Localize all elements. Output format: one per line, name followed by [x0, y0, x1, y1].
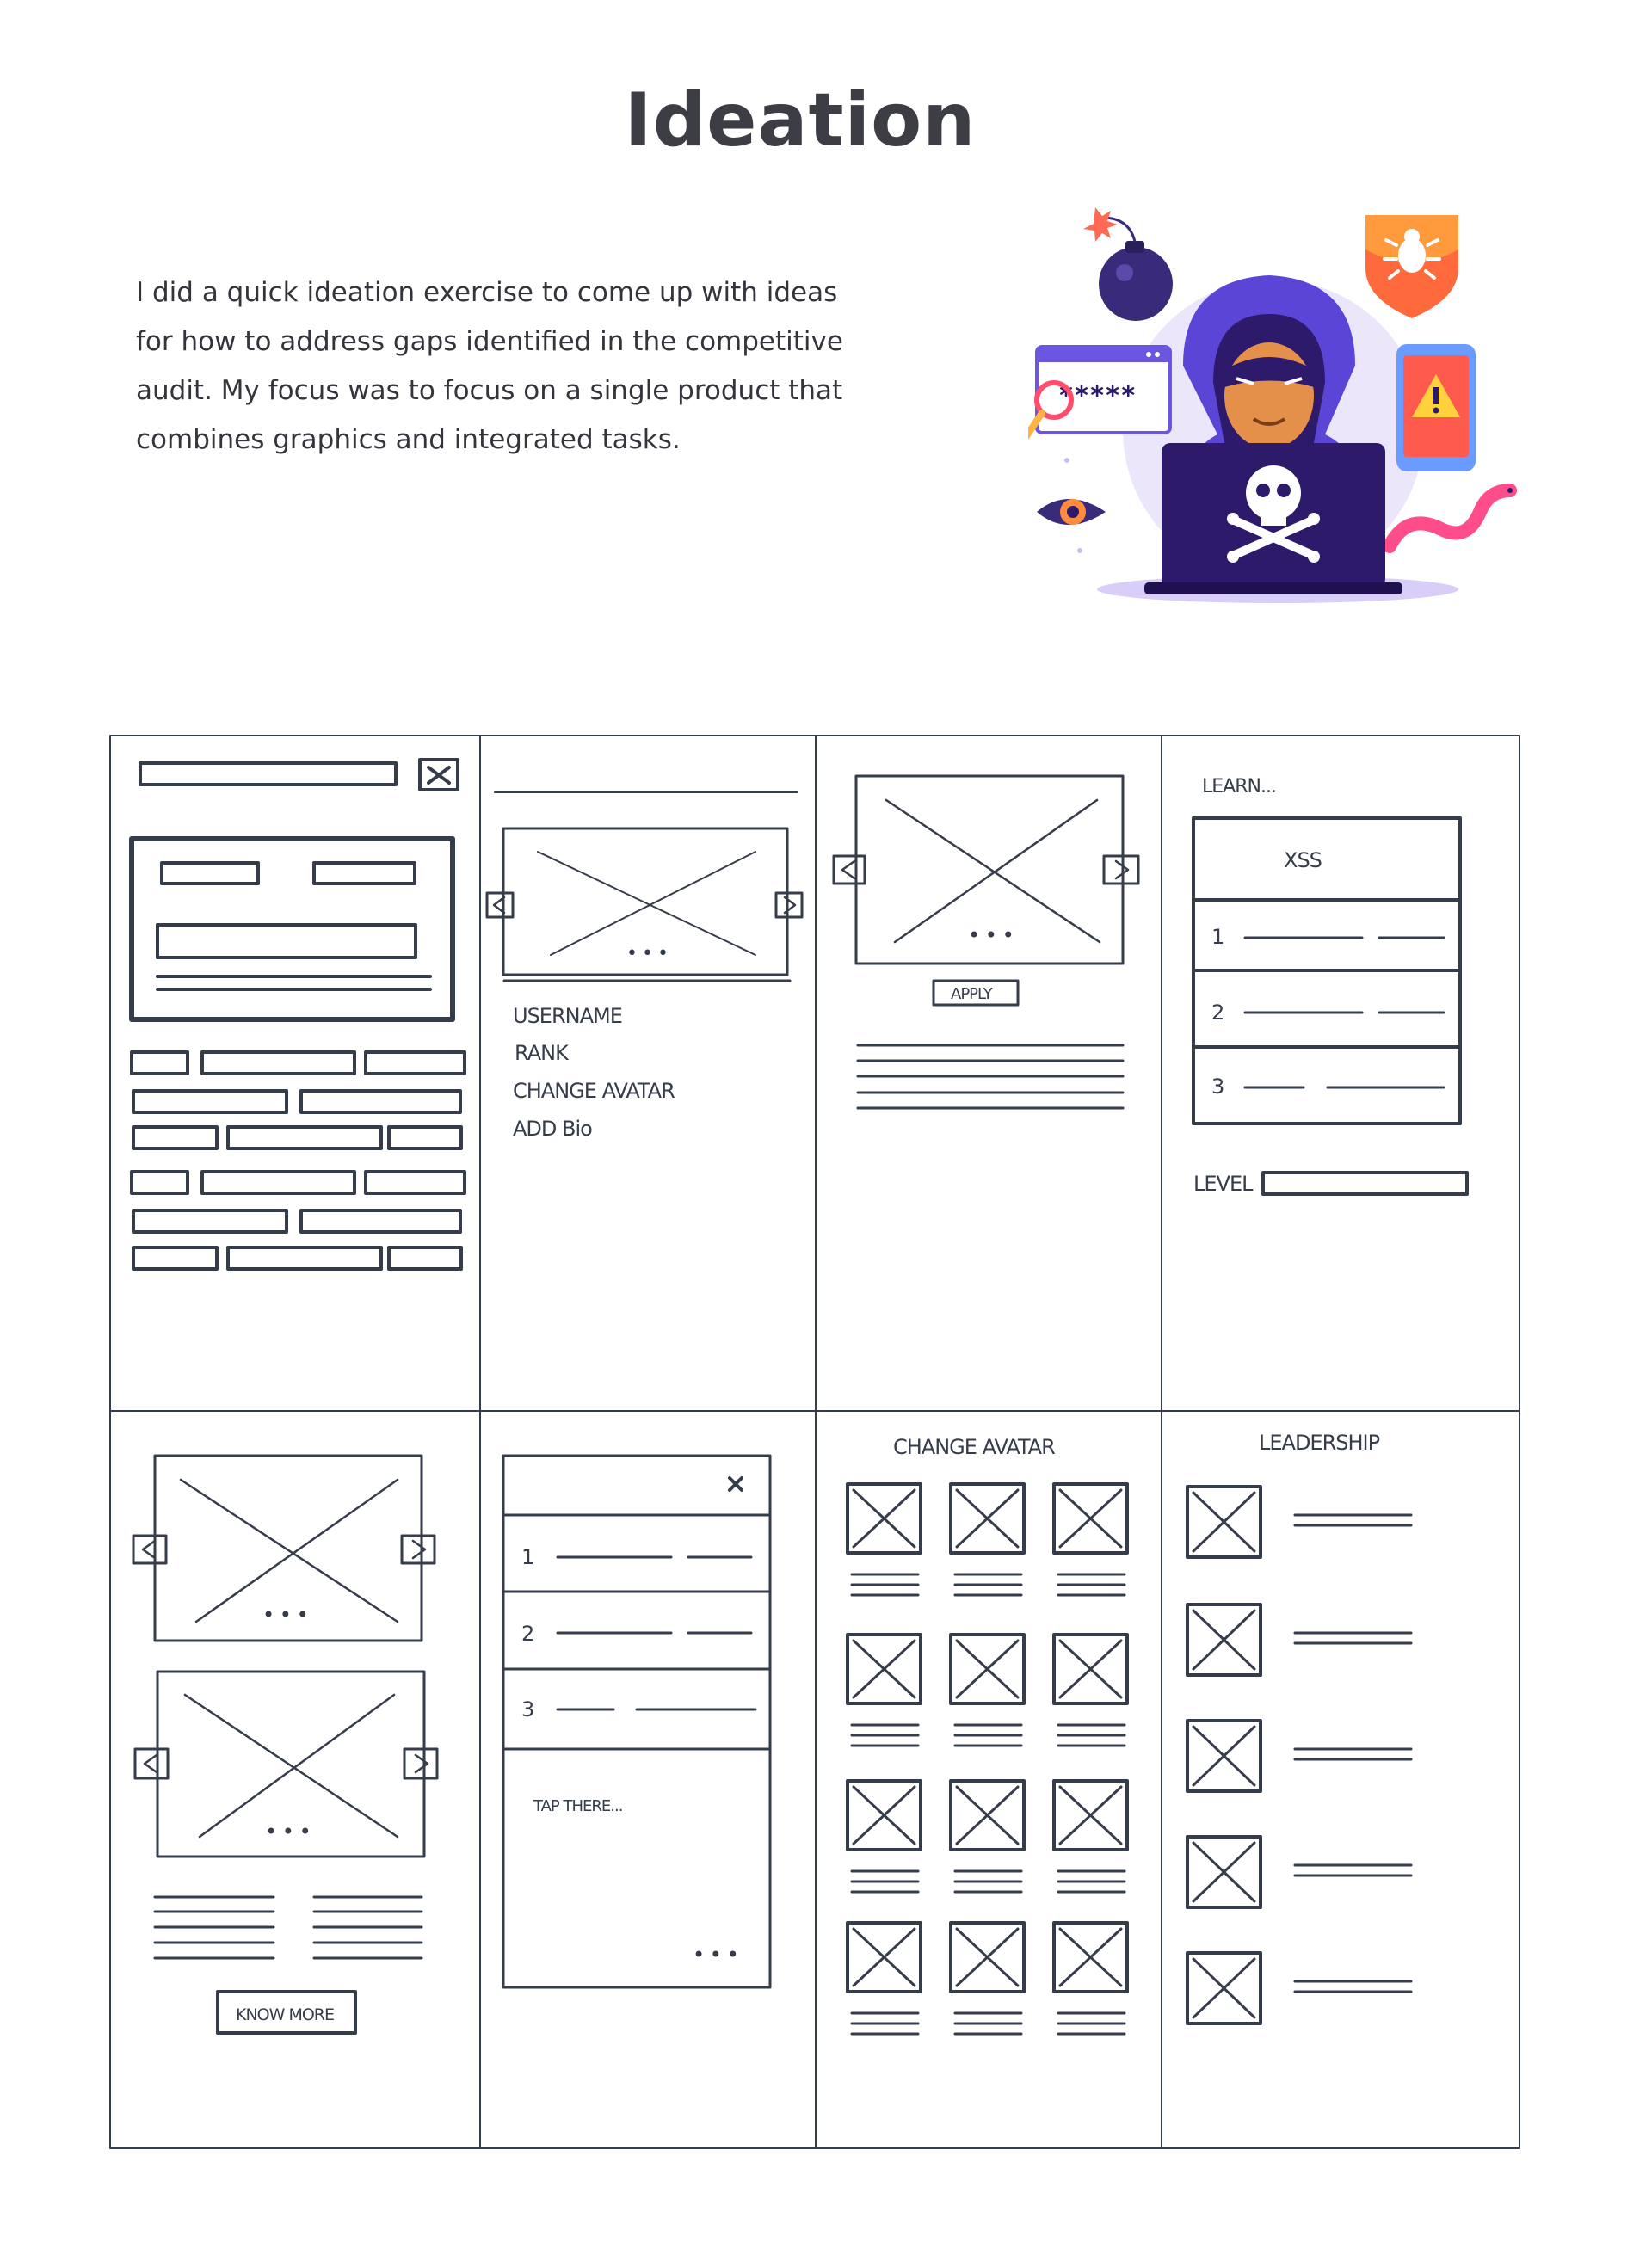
leader-avatar — [1187, 1953, 1261, 2023]
chevron-left-icon — [834, 856, 865, 884]
sketch-profile — [487, 792, 802, 1141]
level-progress-bar — [1263, 1173, 1467, 1194]
intro-paragraph: I did a quick ideation exercise to come up with ideas for how to address gaps identified in the competitive audit. My focus was to focus on a single product that combines graphics and integrated tasks. — [136, 277, 843, 455]
sketch-login-page — [132, 760, 465, 1269]
leader-avatar — [1187, 1721, 1261, 1791]
chevron-left-icon — [487, 893, 513, 917]
avatar-option — [951, 1484, 1024, 1553]
xss-topic: XSS — [1284, 848, 1322, 872]
sketch-avatar-grid — [848, 1435, 1127, 2034]
chevron-right-icon — [776, 893, 802, 917]
chevron-right-icon — [402, 1536, 435, 1563]
leader-avatar — [1187, 1837, 1261, 1907]
avatar-option — [848, 1781, 921, 1850]
add-bio-field: ADD Bio — [513, 1117, 592, 1141]
learn-item-1: 1 — [1211, 925, 1224, 949]
avatar-cells — [848, 1484, 1127, 2034]
avatar-option — [848, 1923, 921, 1992]
chevron-left-icon — [133, 1536, 166, 1563]
svg-text:• • •: • • • — [626, 943, 668, 964]
sketch-modal — [503, 1456, 770, 1987]
modal-item-3: 3 — [521, 1697, 534, 1722]
learn-item-3: 3 — [1211, 1075, 1224, 1099]
avatar-option — [848, 1635, 921, 1703]
close-icon — [730, 1478, 742, 1490]
change-avatar-field: CHANGE AVATAR — [513, 1079, 675, 1103]
svg-text:• • •: • • • — [968, 923, 1014, 947]
modal-item-1: 1 — [521, 1545, 534, 1569]
change-avatar-heading: CHANGE AVATAR — [893, 1435, 1055, 1459]
leader-avatar — [1187, 1487, 1261, 1557]
tap-hint: TAP THERE... — [533, 1797, 623, 1815]
brick-blocks — [132, 1052, 465, 1269]
leader-rows — [1187, 1487, 1411, 2023]
avatar-option — [1054, 1484, 1127, 1553]
avatar-option — [1054, 1635, 1127, 1703]
learn-item-2: 2 — [1211, 1001, 1224, 1025]
avatar-option — [1054, 1923, 1127, 1992]
leader-avatar — [1187, 1605, 1261, 1675]
avatar-option — [951, 1635, 1024, 1703]
avatar-option — [848, 1484, 921, 1553]
sketch-home — [133, 1456, 437, 2033]
svg-text:• • •: • • • — [262, 1603, 308, 1627]
avatar-option — [951, 1781, 1024, 1850]
chevron-right-icon — [1104, 856, 1138, 884]
apply-label: APPLY — [951, 985, 992, 1003]
chevron-right-icon — [404, 1749, 437, 1778]
chevron-left-icon — [135, 1749, 168, 1778]
sketch-carousel — [834, 776, 1138, 1108]
leadership-heading: LEADERSHIP — [1259, 1431, 1380, 1455]
password-mask: ***** — [1058, 381, 1137, 411]
svg-text:• • •: • • • — [265, 1820, 311, 1844]
learn-heading: LEARN... — [1202, 776, 1276, 798]
sketch-leaderboard — [1187, 1431, 1411, 2023]
username-field: USERNAME — [513, 1004, 622, 1028]
page-title: Ideation — [624, 77, 977, 163]
svg-text:• • •: • • • — [693, 1943, 738, 1967]
avatar-option — [951, 1923, 1024, 1992]
level-label: LEVEL — [1193, 1172, 1253, 1196]
rank-field: RANK — [515, 1041, 568, 1065]
sketch-learn — [1193, 776, 1467, 1196]
avatar-option — [1054, 1781, 1127, 1850]
know-more-label: KNOW MORE — [236, 2005, 335, 2024]
modal-item-2: 2 — [521, 1622, 534, 1646]
